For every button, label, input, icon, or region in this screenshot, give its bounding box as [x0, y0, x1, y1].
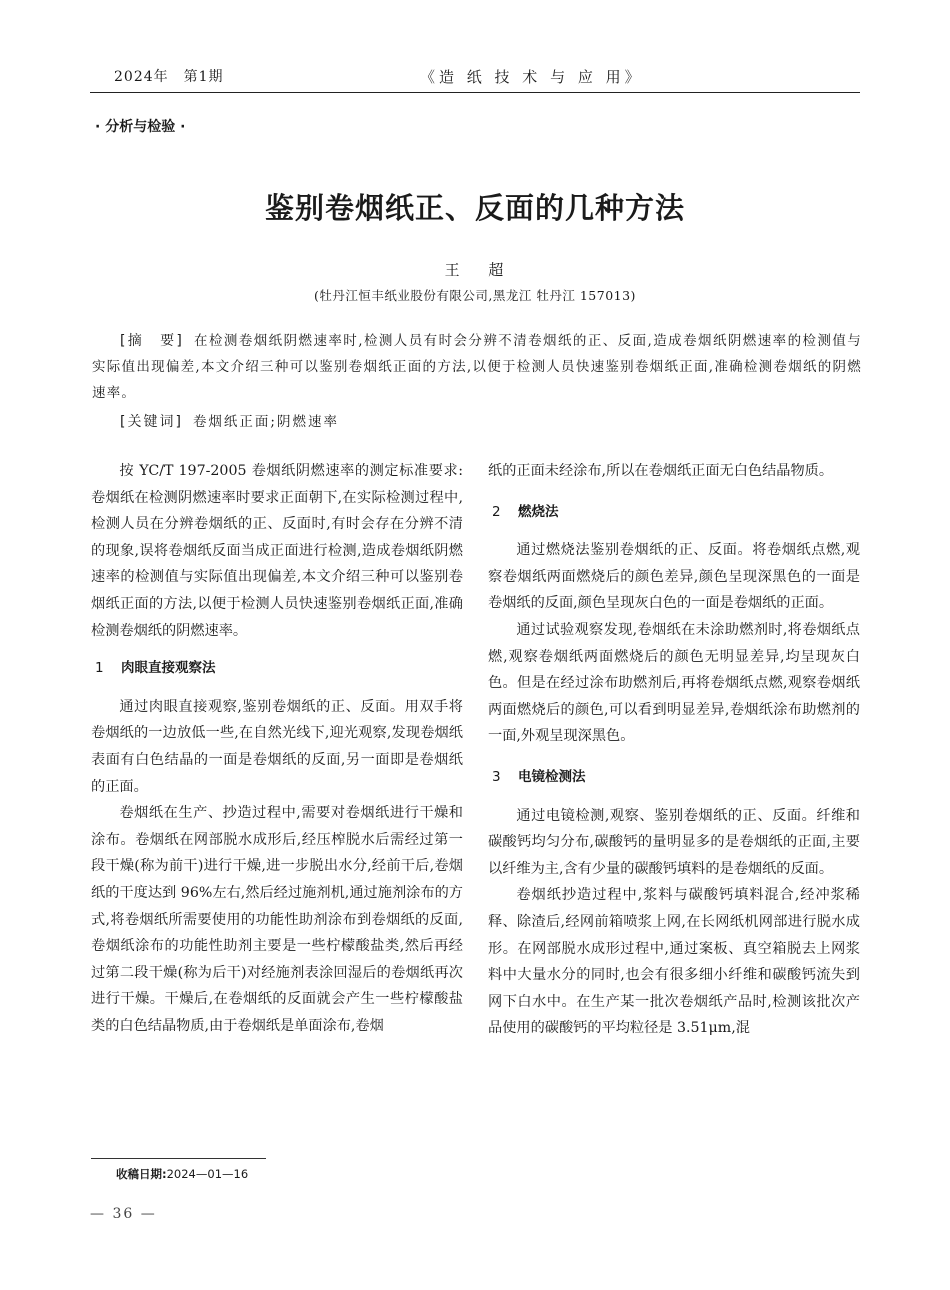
author: 王 超: [444, 261, 516, 279]
footnote-divider: [91, 1158, 266, 1159]
section-title: 电镜检测法: [518, 768, 586, 785]
section-title: 肉眼直接观察法: [121, 660, 216, 677]
abstract-label: [摘 要]: [120, 333, 184, 349]
paragraph: 通过电镜检测,观察、鉴别卷烟纸的正、反面。纤维和碳酸钙均匀分布,碳酸钙的量明显多的是卷烟纸的正面,主要以纤维为主,含有少量的碳酸钙填料的是卷烟纸的反面。: [488, 807, 860, 877]
section-number: 3: [492, 768, 501, 785]
article-title: 鉴别卷烟纸正、反面的几种方法: [264, 191, 685, 225]
keywords-label: [关键词]: [120, 414, 183, 430]
paragraph: 卷烟纸抄造过程中,浆料与碳酸钙填料混合,经冲浆稀释、除渣后,经网前箱喷浆上网,在长网纸机网部进行脱水成形。在网部脱水成形过程中,通过案板、真空箱脱去上网浆料中大量水分的同时,也会有很多细小纤维和碳酸钙流失到网下白水中。在生产某一批次卷烟纸产品时,检测该批次产品使用的碳酸钙的平均粒径是 3.51μm,混: [488, 887, 860, 1037]
abstract-text: 在检测卷烟纸阴燃速率时,检测人员有时会分辨不清卷烟纸的正、反面,造成卷烟纸阴燃速率的检测值与实际值出现偏差,本文介绍三种可以鉴别卷烟纸正面的方法,以便于检测人员快速鉴别卷烟纸正面,准确检测卷烟纸的阴燃速率。: [92, 333, 862, 401]
running-header: [90, 66, 860, 93]
abstract: [92, 328, 862, 406]
journal-name: 《造 纸 技 术 与 应 用》: [420, 68, 644, 86]
paragraph: 通过试验观察发现,卷烟纸在未涂助燃剂时,将卷烟纸点燃,观察卷烟纸两面燃烧后的颜色无明显差异,均呈现灰白色。但是在经过涂布助燃剂后,再将卷烟纸点燃,观察卷烟纸两面燃烧后的颜色,可以看到明显差异,卷烟纸涂布助燃剂的一面,外观呈现深黑色。: [488, 621, 860, 745]
section-title: 燃烧法: [518, 503, 559, 520]
right-column: [488, 458, 860, 1042]
section-tag: · 分析与检验 ·: [95, 119, 186, 135]
affiliation: (牡丹江恒丰纸业股份有限公司,黑龙江 牡丹江 157013): [314, 288, 636, 303]
section-heading-1: [91, 655, 463, 682]
keywords: [120, 410, 339, 431]
issue-label: 2024年 第1期: [114, 69, 224, 85]
paragraph: 通过肉眼直接观察,鉴别卷烟纸的正、反面。用双手将卷烟纸的一边放低一些,在自然光线下,迎光观察,发现卷烟纸表面有白色结晶的一面是卷烟纸的反面,另一面即是卷烟纸的正面。: [91, 698, 463, 795]
section-number: 1: [95, 660, 104, 677]
left-column: [91, 458, 463, 1039]
footnote-label: 收稿日期:: [116, 1167, 167, 1181]
section-heading-2: [488, 499, 860, 526]
paragraph: 卷烟纸在生产、抄造过程中,需要对卷烟纸进行干燥和涂布。卷烟纸在网部脱水成形后,经压榨脱水后需经过第一段干燥(称为前干)进行干燥,进一步脱出水分,经前干后,卷烟纸的干度达到 96%左右,然后经过施剂机,通过施剂涂布的方式,将卷烟纸所需要使用的功能性助剂涂布到卷烟纸的反面,卷烟纸涂布的功能性助剂主要是一些柠檬酸盐类,然后再经过第二段干燥(称为后干)对经施剂表涂回湿后的卷烟纸再次进行干燥。干燥后,在卷烟纸的反面就会产生一些柠檬酸盐类的白色结晶物质,由于卷烟纸是单面涂布,卷烟: [91, 805, 463, 1034]
footnote-date: 2024—01—16: [166, 1167, 249, 1181]
keywords-text: 卷烟纸正面;阴燃速率: [192, 414, 339, 430]
intro-paragraph: 按 YC/T 197-2005 卷烟纸阴燃速率的测定标准要求:卷烟纸在检测阴燃速率时要求正面朝下,在实际检测过程中,检测人员在分辨卷烟纸的正、反面时,有时会存在分辨不清的现象,误将卷烟纸反面当成正面进行检测,造成卷烟纸阴燃速率的检测值与实际值出现偏差,本文介绍三种可以鉴别卷烟纸正面的方法,以便于检测人员快速鉴别卷烟纸正面,准确检测卷烟纸的阴燃速率。: [91, 463, 463, 639]
section-heading-3: [488, 764, 860, 791]
received-date-footnote: [116, 1166, 248, 1182]
paragraph: 通过燃烧法鉴别卷烟纸的正、反面。将卷烟纸点燃,观察卷烟纸两面燃烧后的颜色差异,颜色呈现深黑色的一面是卷烟纸的反面,颜色呈现灰白色的一面是卷烟纸的正面。: [488, 542, 860, 612]
page-number: — 36 —: [90, 1206, 157, 1222]
section-number: 2: [492, 503, 501, 520]
paragraph-continued: 纸的正面未经涂布,所以在卷烟纸正面无白色结晶物质。: [488, 463, 834, 479]
